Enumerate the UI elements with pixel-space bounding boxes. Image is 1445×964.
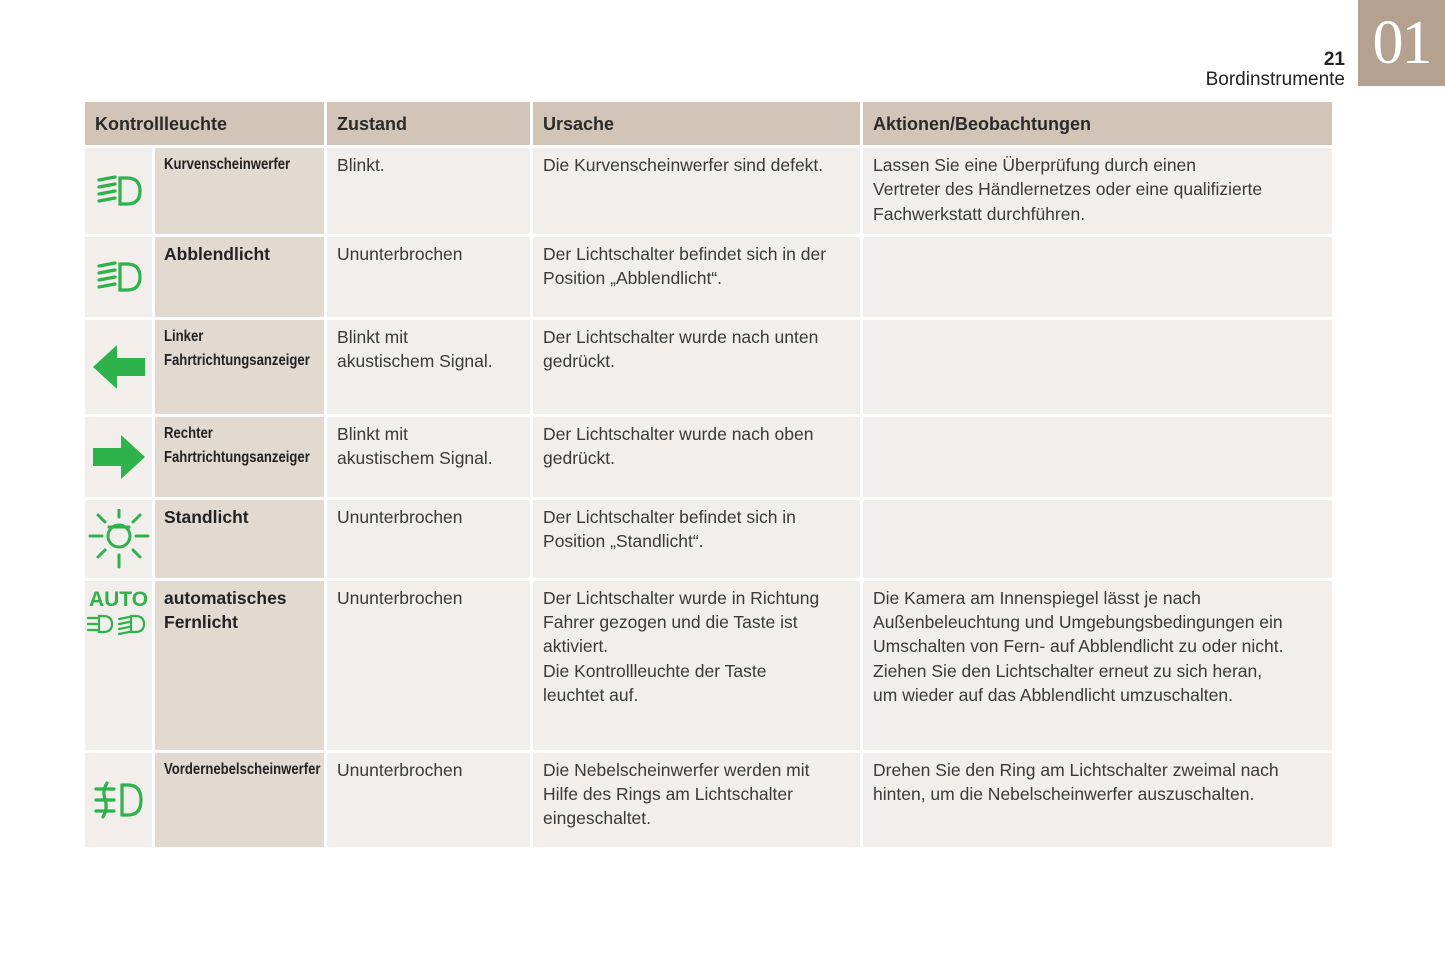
column-header-kontrollleuchte: Kontrollleuchte [85, 102, 327, 148]
table-row [85, 500, 1332, 581]
page-number: 21 [1323, 49, 1345, 70]
right-arrow-icon [85, 417, 155, 500]
cornering-light-icon [85, 148, 155, 237]
light-name: Rechter Fahrtrichtungsanzeiger [155, 417, 327, 500]
light-name: Abblendlicht [155, 237, 327, 320]
zustand-cell: Blinkt. [327, 148, 533, 237]
ursache-cell: Der Lichtschalter befindet sich in Position „Standlicht“. [533, 500, 863, 581]
aktionen-cell [863, 500, 1332, 581]
zustand-cell: Ununterbrochen [327, 237, 533, 320]
aktionen-cell: Drehen Sie den Ring am Lichtschalter zweimal nach hinten, um die Nebelscheinwerfer auszuschalten. [863, 753, 1332, 850]
zustand-cell: Blinkt mit akustischem Signal. [327, 417, 533, 500]
aktionen-cell [863, 320, 1332, 417]
section-title: Bordinstrumente [1205, 69, 1345, 90]
table-row [85, 320, 1332, 417]
table-row [85, 148, 1332, 237]
light-name: Standlicht [155, 500, 327, 581]
column-header-zustand: Zustand [327, 102, 533, 148]
auto-high-beam-icon [85, 581, 155, 753]
light-name: automatisches Fernlicht [155, 581, 327, 753]
aktionen-cell [863, 237, 1332, 320]
table-row [85, 417, 1332, 500]
table-row [85, 237, 1332, 320]
table-row [85, 753, 1332, 850]
light-name: Vordernebelscheinwerfer [155, 753, 327, 850]
zustand-cell: Ununterbrochen [327, 500, 533, 581]
column-header-ursache: Ursache [533, 102, 863, 148]
table-header-row [85, 102, 1332, 148]
ursache-cell: Der Lichtschalter befindet sich in der Position „Abblendlicht“. [533, 237, 863, 320]
ursache-cell: Die Nebelscheinwerfer werden mit Hilfe des Rings am Lichtschalter eingeschaltet. [533, 753, 863, 850]
warning-light-table [85, 102, 1332, 850]
sidelight-icon [85, 500, 155, 581]
aktionen-cell: Die Kamera am Innenspiegel lässt je nach Außenbeleuchtung und Umgebungsbedingungen ein Umschalten von Fern- auf Abblendlicht zu oder nicht. Ziehen Sie den Lichtschalter erneut zu sich heran, um wieder auf das Abblendlicht umzuschalten. [863, 581, 1332, 753]
zustand-cell: Ununterbrochen [327, 753, 533, 850]
column-header-aktionen: Aktionen/Beobachtungen [863, 102, 1332, 148]
ursache-cell: Die Kurvenscheinwerfer sind defekt. [533, 148, 863, 237]
chapter-tab: 01 [1358, 0, 1445, 86]
zustand-cell: Blinkt mit akustischem Signal. [327, 320, 533, 417]
light-name: Kurvenscheinwerfer [155, 148, 327, 237]
light-name: Linker Fahrtrichtungsanzeiger [155, 320, 327, 417]
ursache-cell: Der Lichtschalter wurde nach unten gedrückt. [533, 320, 863, 417]
dipped-beam-icon [85, 237, 155, 320]
ursache-cell: Der Lichtschalter wurde nach oben gedrückt. [533, 417, 863, 500]
aktionen-cell: Lassen Sie eine Überprüfung durch einen Vertreter des Händlernetzes oder eine qualifizierte Fachwerkstatt durchführen. [863, 148, 1332, 237]
zustand-cell: Ununterbrochen [327, 581, 533, 753]
front-fog-light-icon [85, 753, 155, 850]
aktionen-cell [863, 417, 1332, 500]
ursache-cell: Der Lichtschalter wurde in Richtung Fahrer gezogen und die Taste ist aktiviert. Die Kontrollleuchte der Taste leuchtet auf. [533, 581, 863, 753]
auto-label: AUTO [88, 587, 149, 611]
left-arrow-icon [85, 320, 155, 417]
table-row [85, 581, 1332, 753]
